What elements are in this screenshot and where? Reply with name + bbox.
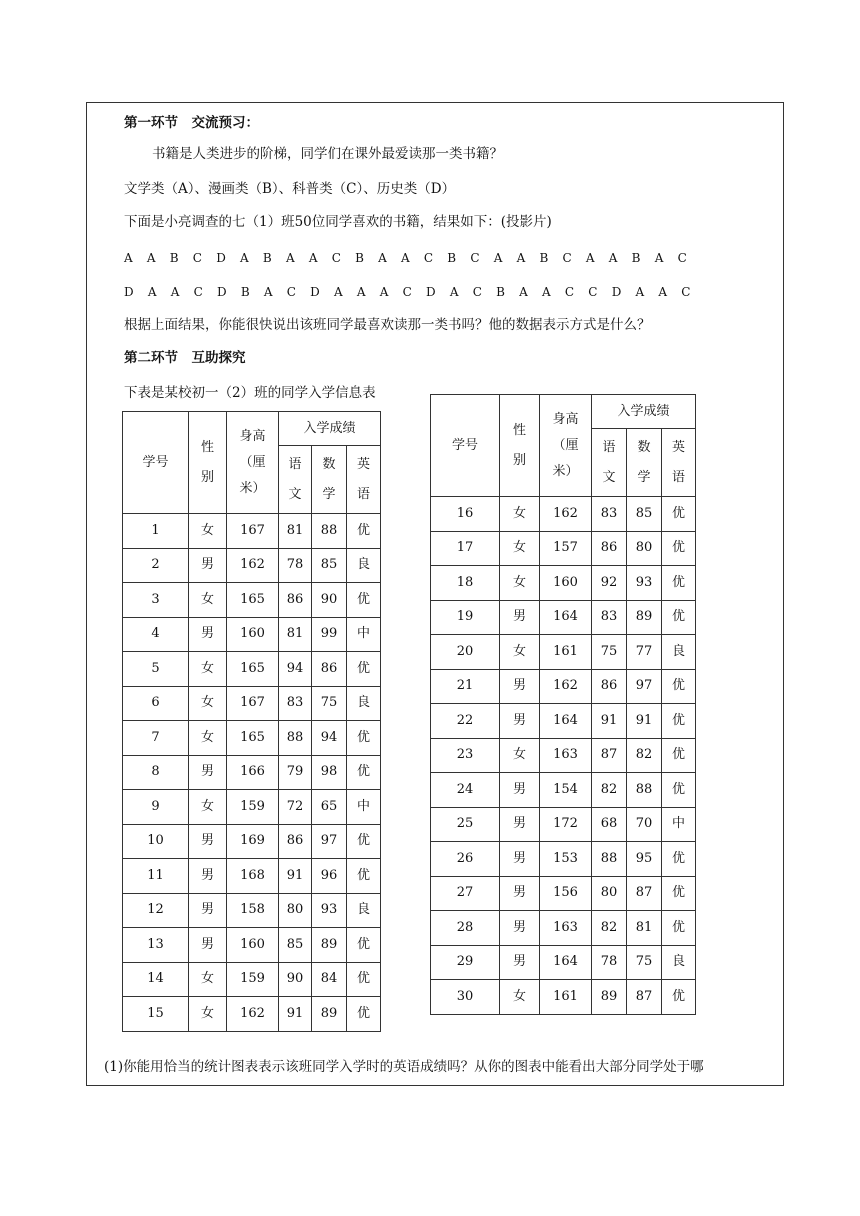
cell-id: 29 <box>431 945 500 980</box>
cell-gender: 女 <box>189 583 227 618</box>
cell-gender: 男 <box>500 704 540 739</box>
table-row <box>431 531 696 566</box>
cell-height: 168 <box>227 859 279 894</box>
cell-math: 65 <box>312 790 347 825</box>
cell-english: 优 <box>347 755 381 790</box>
cell-height: 159 <box>227 790 279 825</box>
cell-id: 19 <box>431 600 500 635</box>
section2-heading: 第二环节 互助探究 <box>124 350 246 366</box>
cell-id: 3 <box>123 583 189 618</box>
cell-math: 84 <box>312 962 347 997</box>
header-height <box>227 412 279 514</box>
cell-math: 99 <box>312 617 347 652</box>
cell-math: 91 <box>627 704 662 739</box>
cell-gender: 女 <box>189 721 227 756</box>
cell-gender: 女 <box>189 790 227 825</box>
cell-english: 优 <box>662 773 696 808</box>
cell-chinese: 87 <box>592 738 627 773</box>
cell-height: 161 <box>540 980 592 1015</box>
cell-height: 164 <box>540 945 592 980</box>
cell-gender: 男 <box>189 893 227 928</box>
table-row <box>123 514 381 549</box>
cell-chinese: 78 <box>279 548 312 583</box>
table-row <box>431 876 696 911</box>
cell-height: 160 <box>227 617 279 652</box>
cell-english: 良 <box>662 635 696 670</box>
table-row <box>123 548 381 583</box>
cell-gender: 男 <box>189 824 227 859</box>
cell-height: 165 <box>227 652 279 687</box>
cell-math: 94 <box>312 721 347 756</box>
cell-id: 16 <box>431 497 500 532</box>
cell-math: 97 <box>627 669 662 704</box>
cell-height: 156 <box>540 876 592 911</box>
cell-math: 89 <box>312 928 347 963</box>
cell-chinese: 83 <box>592 497 627 532</box>
header-math: 数 学 <box>312 446 347 514</box>
cell-id: 17 <box>431 531 500 566</box>
cell-math: 86 <box>312 652 347 687</box>
table-right-body <box>431 395 696 1015</box>
cell-math: 96 <box>312 859 347 894</box>
header-english: 英 语 <box>347 446 381 514</box>
cell-math: 97 <box>312 824 347 859</box>
header-gender-text: 性 别 <box>200 439 214 485</box>
table-row <box>431 704 696 739</box>
cell-height: 163 <box>540 738 592 773</box>
cell-english: 良 <box>347 548 381 583</box>
header-chinese: 语 文 <box>279 446 312 514</box>
table-left-body <box>123 412 381 1032</box>
cell-chinese: 82 <box>592 911 627 946</box>
cell-gender: 女 <box>500 738 540 773</box>
cell-english: 优 <box>347 997 381 1032</box>
cell-english: 优 <box>662 669 696 704</box>
cell-height: 167 <box>227 514 279 549</box>
survey-letters-row1: A A B C D A B A A C B A A C B C A A B C A A B A C <box>124 251 692 265</box>
cell-gender: 男 <box>500 911 540 946</box>
cell-id: 13 <box>123 928 189 963</box>
cell-gender: 女 <box>189 686 227 721</box>
table-row <box>123 721 381 756</box>
header-height-line2: （厘 <box>552 437 579 453</box>
cell-gender: 男 <box>500 945 540 980</box>
cell-chinese: 85 <box>279 928 312 963</box>
cell-height: 166 <box>227 755 279 790</box>
cell-gender: 男 <box>500 876 540 911</box>
cell-id: 23 <box>431 738 500 773</box>
cell-gender: 女 <box>189 514 227 549</box>
cell-id: 18 <box>431 566 500 601</box>
cell-chinese: 72 <box>279 790 312 825</box>
cell-english: 良 <box>662 945 696 980</box>
header-math: 数 学 <box>627 429 662 497</box>
cell-math: 95 <box>627 842 662 877</box>
cell-math: 98 <box>312 755 347 790</box>
survey-followup: 根据上面结果，你能很快说出该班同学最喜欢读那一类书吗？他的数据表示方式是什么？ <box>124 317 651 333</box>
cell-chinese: 91 <box>279 997 312 1032</box>
cell-chinese: 86 <box>279 824 312 859</box>
table-row <box>123 824 381 859</box>
cell-height: 161 <box>540 635 592 670</box>
table-row <box>123 893 381 928</box>
cell-math: 81 <box>627 911 662 946</box>
cell-id: 21 <box>431 669 500 704</box>
cell-math: 85 <box>312 548 347 583</box>
cell-english: 优 <box>347 962 381 997</box>
cell-math: 80 <box>627 531 662 566</box>
header-scores: 入学成绩 <box>592 395 696 429</box>
cell-id: 26 <box>431 842 500 877</box>
cell-gender: 女 <box>500 566 540 601</box>
cell-english: 优 <box>347 652 381 687</box>
header-gender: 性 别 <box>500 395 540 497</box>
cell-gender: 女 <box>500 497 540 532</box>
header-height-line2: （厘 <box>239 454 266 470</box>
cell-chinese: 91 <box>279 859 312 894</box>
table-row <box>123 686 381 721</box>
cell-id: 25 <box>431 807 500 842</box>
table-row <box>123 962 381 997</box>
header-scores: 入学成绩 <box>279 412 381 446</box>
cell-english: 良 <box>347 893 381 928</box>
cell-gender: 女 <box>500 635 540 670</box>
header-english: 英 语 <box>662 429 696 497</box>
table-row <box>431 842 696 877</box>
cell-english: 优 <box>347 824 381 859</box>
table-caption: 下表是某校初一（2）班的同学入学信息表 <box>124 385 376 401</box>
cell-id: 9 <box>123 790 189 825</box>
cell-height: 169 <box>227 824 279 859</box>
cell-id: 24 <box>431 773 500 808</box>
table-row <box>123 652 381 687</box>
cell-math: 88 <box>627 773 662 808</box>
cell-chinese: 81 <box>279 617 312 652</box>
cell-chinese: 88 <box>592 842 627 877</box>
table-row <box>123 997 381 1032</box>
cell-english: 优 <box>347 928 381 963</box>
cell-id: 15 <box>123 997 189 1032</box>
cell-id: 1 <box>123 514 189 549</box>
cell-id: 4 <box>123 617 189 652</box>
book-categories: 文学类（A）、漫画类（B）、科普类（C）、历史类（D） <box>124 181 456 197</box>
cell-english: 优 <box>347 583 381 618</box>
cell-gender: 男 <box>500 807 540 842</box>
cell-math: 88 <box>312 514 347 549</box>
cell-gender: 男 <box>189 548 227 583</box>
cell-chinese: 80 <box>592 876 627 911</box>
table-row <box>431 773 696 808</box>
cell-english: 优 <box>347 859 381 894</box>
table-row <box>431 566 696 601</box>
student-table-right <box>430 394 696 1015</box>
table-row <box>123 617 381 652</box>
cell-id: 20 <box>431 635 500 670</box>
section1-heading: 第一环节 交流预习： <box>124 115 259 131</box>
cell-height: 163 <box>540 911 592 946</box>
cell-math: 87 <box>627 876 662 911</box>
cell-math: 93 <box>627 566 662 601</box>
table-row <box>431 738 696 773</box>
cell-gender: 男 <box>500 669 540 704</box>
table-row <box>431 497 696 532</box>
cell-english: 中 <box>662 807 696 842</box>
header-height-line1: 身高 <box>552 411 579 427</box>
table-row <box>123 755 381 790</box>
header-id: 学号 <box>431 395 500 497</box>
question-english-chart: (1)你能用恰当的统计图表表示该班同学入学时的英语成绩吗？从你的图表中能看出大部分同学处于哪 <box>104 1059 704 1075</box>
cell-chinese: 91 <box>592 704 627 739</box>
cell-english: 优 <box>662 738 696 773</box>
cell-chinese: 82 <box>592 773 627 808</box>
cell-gender: 男 <box>189 617 227 652</box>
cell-chinese: 83 <box>279 686 312 721</box>
cell-gender: 男 <box>189 928 227 963</box>
cell-height: 158 <box>227 893 279 928</box>
cell-english: 优 <box>662 497 696 532</box>
header-height-line1: 身高 <box>239 428 266 444</box>
cell-height: 160 <box>227 928 279 963</box>
header-id: 学号 <box>123 412 189 514</box>
cell-math: 87 <box>627 980 662 1015</box>
cell-chinese: 86 <box>592 531 627 566</box>
cell-english: 优 <box>662 842 696 877</box>
header-height <box>540 395 592 497</box>
cell-chinese: 81 <box>279 514 312 549</box>
cell-height: 164 <box>540 600 592 635</box>
cell-id: 10 <box>123 824 189 859</box>
cell-id: 27 <box>431 876 500 911</box>
cell-gender: 男 <box>500 842 540 877</box>
cell-height: 162 <box>540 497 592 532</box>
cell-id: 14 <box>123 962 189 997</box>
cell-height: 157 <box>540 531 592 566</box>
cell-id: 7 <box>123 721 189 756</box>
cell-height: 162 <box>227 548 279 583</box>
table-row <box>123 790 381 825</box>
cell-gender: 男 <box>189 755 227 790</box>
cell-chinese: 75 <box>592 635 627 670</box>
cell-gender: 女 <box>189 962 227 997</box>
cell-id: 30 <box>431 980 500 1015</box>
cell-chinese: 86 <box>592 669 627 704</box>
cell-math: 89 <box>627 600 662 635</box>
cell-chinese: 94 <box>279 652 312 687</box>
cell-chinese: 78 <box>592 945 627 980</box>
cell-height: 172 <box>540 807 592 842</box>
cell-gender: 女 <box>189 652 227 687</box>
header-chinese: 语 文 <box>592 429 627 497</box>
table-row <box>123 583 381 618</box>
cell-id: 12 <box>123 893 189 928</box>
cell-math: 93 <box>312 893 347 928</box>
cell-gender: 男 <box>189 859 227 894</box>
cell-math: 89 <box>312 997 347 1032</box>
cell-math: 85 <box>627 497 662 532</box>
survey-intro: 下面是小亮调查的七（1）班50位同学喜欢的书籍，结果如下：(投影片) <box>124 214 552 230</box>
cell-height: 162 <box>227 997 279 1032</box>
cell-height: 165 <box>227 583 279 618</box>
cell-english: 优 <box>662 980 696 1015</box>
cell-height: 164 <box>540 704 592 739</box>
header-height-line3: 米） <box>552 463 579 479</box>
table-row <box>431 911 696 946</box>
cell-height: 154 <box>540 773 592 808</box>
cell-chinese: 90 <box>279 962 312 997</box>
cell-english: 优 <box>347 514 381 549</box>
cell-height: 159 <box>227 962 279 997</box>
cell-height: 162 <box>540 669 592 704</box>
table-row <box>431 980 696 1015</box>
cell-gender: 男 <box>500 773 540 808</box>
header-height-line3: 米） <box>239 480 266 496</box>
cell-chinese: 89 <box>592 980 627 1015</box>
cell-gender: 男 <box>500 600 540 635</box>
cell-english: 良 <box>347 686 381 721</box>
table-row <box>123 928 381 963</box>
table-row <box>431 669 696 704</box>
cell-english: 优 <box>662 566 696 601</box>
cell-chinese: 92 <box>592 566 627 601</box>
section1-question: 书籍是人类进步的阶梯，同学们在课外最爱读那一类书籍？ <box>152 146 503 162</box>
cell-height: 167 <box>227 686 279 721</box>
cell-english: 优 <box>662 600 696 635</box>
table-row <box>431 945 696 980</box>
student-table-left <box>122 411 381 1032</box>
cell-id: 2 <box>123 548 189 583</box>
cell-math: 75 <box>627 945 662 980</box>
cell-math: 90 <box>312 583 347 618</box>
cell-math: 70 <box>627 807 662 842</box>
table-row <box>431 807 696 842</box>
cell-id: 5 <box>123 652 189 687</box>
cell-gender: 女 <box>500 531 540 566</box>
cell-english: 中 <box>347 790 381 825</box>
cell-id: 8 <box>123 755 189 790</box>
cell-math: 82 <box>627 738 662 773</box>
cell-height: 165 <box>227 721 279 756</box>
cell-chinese: 68 <box>592 807 627 842</box>
cell-english: 优 <box>347 721 381 756</box>
cell-id: 28 <box>431 911 500 946</box>
cell-english: 优 <box>662 704 696 739</box>
cell-gender: 女 <box>500 980 540 1015</box>
cell-english: 优 <box>662 876 696 911</box>
cell-chinese: 80 <box>279 893 312 928</box>
cell-chinese: 79 <box>279 755 312 790</box>
cell-id: 6 <box>123 686 189 721</box>
cell-height: 153 <box>540 842 592 877</box>
cell-english: 优 <box>662 531 696 566</box>
cell-chinese: 83 <box>592 600 627 635</box>
table-row <box>123 859 381 894</box>
cell-english: 中 <box>347 617 381 652</box>
table-row <box>431 635 696 670</box>
header-gender <box>189 412 227 514</box>
cell-math: 77 <box>627 635 662 670</box>
survey-letters-row2: D A A C D B A C D A A A C D A C B A A C C D A A C <box>124 285 696 299</box>
cell-chinese: 88 <box>279 721 312 756</box>
cell-math: 75 <box>312 686 347 721</box>
cell-english: 优 <box>662 911 696 946</box>
cell-height: 160 <box>540 566 592 601</box>
cell-chinese: 86 <box>279 583 312 618</box>
cell-id: 22 <box>431 704 500 739</box>
table-row <box>431 600 696 635</box>
cell-id: 11 <box>123 859 189 894</box>
cell-gender: 女 <box>189 997 227 1032</box>
